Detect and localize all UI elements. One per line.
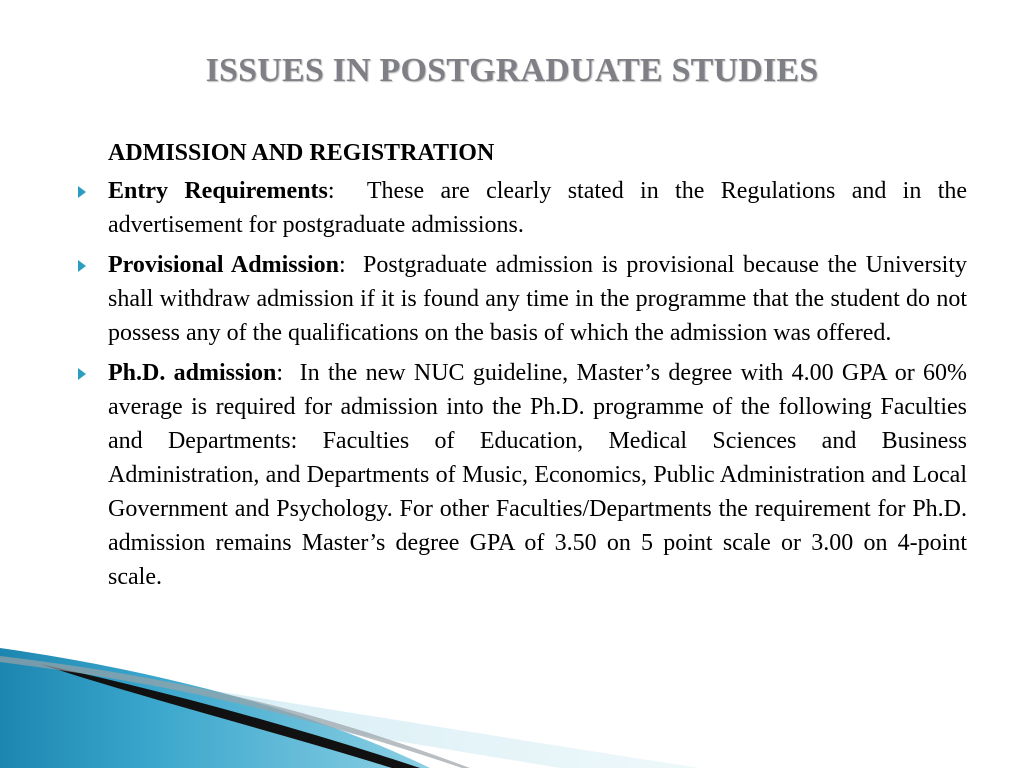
bullet-separator: : (276, 360, 300, 386)
bullet-term: Ph.D. admission (108, 360, 277, 386)
bullet-text: In the new NUC guideline, Master’s degree with 4.00 GPA or 60% average is required for admission into the Ph.D. programme of the following Faculties and Departments: Faculties of Education, Medical Sciences and Business Administration, and Departments of Music, Economics, Public Administration and Local Government and Psychology. For other Faculties/Departments the requirement for Ph.D. admission remains Master’s degree GPA of 3.50 on 5 point scale or 3.00 on 4-point scale. (108, 360, 967, 590)
bullet-entry-requirements (108, 174, 967, 242)
bullet-phd-admission (108, 356, 967, 594)
bullet-list (108, 174, 967, 600)
bullet-text: Postgraduate admission is provisional because the University shall withdraw admission if it is found any time in the programme that the student do not possess any of the qualifications on the basis of which the admission was offered. (108, 252, 968, 346)
bullet-term: Entry Requirements (108, 178, 328, 204)
bullet-arrow-icon (78, 186, 86, 198)
bullet-separator: : (338, 252, 364, 278)
bullet-term: Provisional Admission (108, 252, 339, 278)
bullet-provisional-admission (108, 248, 967, 350)
section-heading: ADMISSION AND REGISTRATION (108, 140, 495, 166)
bullet-text: These are clearly stated in the Regulations and in the advertisement for postgraduate admissions. (108, 178, 968, 238)
bullet-arrow-icon (78, 260, 86, 272)
bullet-arrow-icon (78, 368, 86, 380)
bullet-separator: : (327, 178, 367, 204)
slide-title: ISSUES IN POSTGRADUATE STUDIES (205, 52, 819, 89)
